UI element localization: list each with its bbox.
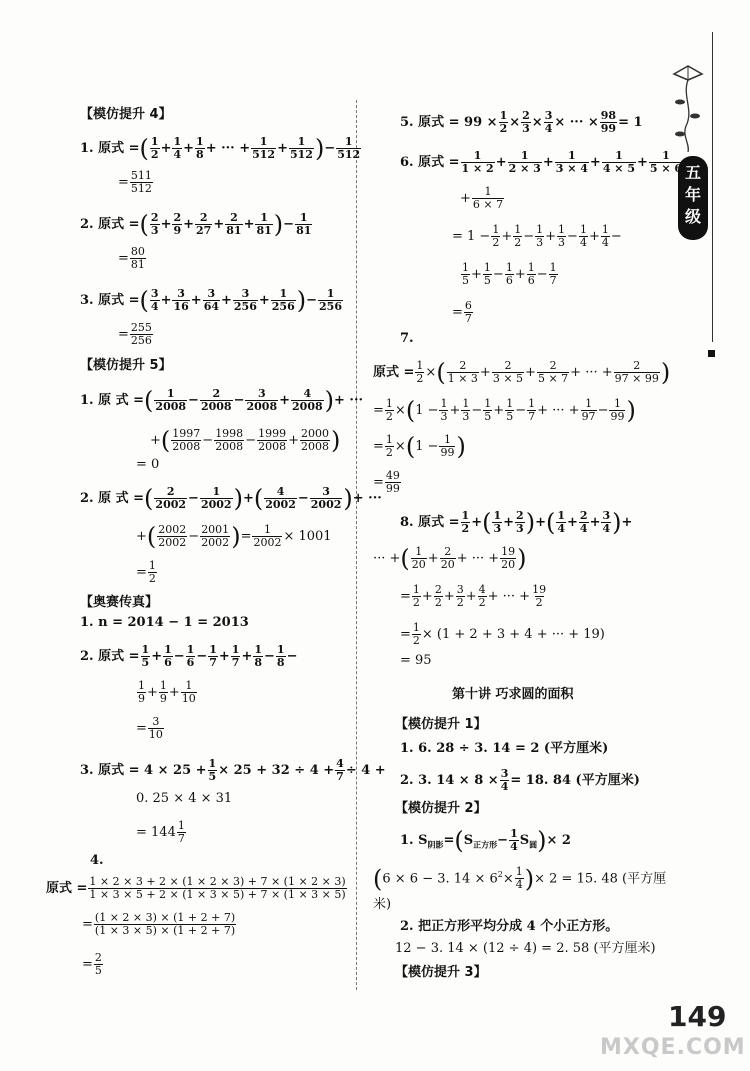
solution-8-step: = $\frac{1}{2}$ + $\frac{2}{2}$ + $\frac{3}{2}$ + $\frac{4}{2}$ + ··· + $\frac{19}{2}$ [400, 583, 547, 609]
solution-1-result: = 0 [136, 457, 160, 472]
section-heading: 【模仿提升 5】 [80, 358, 172, 373]
solution-2: 2. 原式 = $\frac{1}{5}$ + $\frac{1}{6}$ − $\frac{1}{6}$ − $\frac{1}{7}$ + $\frac{1}{7}$ + $\frac{1}{8}$ − $\frac{1}{8}$ − [80, 643, 298, 669]
solution-6-step: $\frac{1}{5}$ + $\frac{1}{5}$ − $\frac{1}{6}$ + $\frac{1}{6}$ − $\frac{1}{7}$ [462, 261, 557, 287]
margin-rule [712, 32, 713, 342]
section-heading: 【模仿提升 2】 [395, 801, 487, 816]
solution-6-step: = 1 − $\frac{1}{2}$ + $\frac{1}{2}$ − $\frac{1}{3}$ + $\frac{1}{3}$ − $\frac{1}{4}$ + $\frac{1}{4}$ − [452, 223, 622, 249]
solution-1: 1. 6. 28 ÷ 3. 14 = 2 (平方厘米) [400, 741, 609, 756]
solution-2-cont: $\frac{1}{9}$ + $\frac{1}{9}$ + $\frac{1}{10}$ [138, 679, 196, 705]
solution-2: 2. 原 式 =( $\frac{2}{2002}$ − $\frac{1}{2002}$ )+( $\frac{4}{2002}$ − $\frac{3}{2002}$ )+ ··· [80, 484, 382, 513]
solution-8: 8. 原式 = $\frac{1}{2}$ +( $\frac{1}{3}$ + $\frac{2}{3}$ )+( $\frac{1}{4}$ + $\frac{2}{4}$ + $\frac{3}{4}$ )+ [400, 508, 633, 537]
solution-1-step: (6 × 6 − 3. $14 \times 6^2\times$ $\frac{1}{4}$ )× 2 = 15. 48 (平方厘 [373, 864, 667, 893]
solution-2: 2. 3. 14 × 8 × $\frac{3}{4}$ = 18. 84 (平方厘米) [400, 767, 640, 793]
solution-1: 1. n = 2014 − 1 = 2013 [80, 615, 249, 630]
solution-1: 1. 原式 =( $\frac{1}{2}$ + $\frac{1}{4}$ + $\frac{1}{8}$ + ··· + $\frac{1}{512}$ + $\frac{1}{512}$ )− $\frac{1}{512}$ [80, 134, 361, 163]
solution-2-result: = $\frac{1}{2}$ [136, 559, 156, 585]
watermark: MXQE.COM [600, 1035, 746, 1060]
page-number: 149 [668, 1000, 727, 1033]
solution-8-cont: ··· +( $\frac{1}{20}$ + $\frac{2}{20}$ + ··· + $\frac{19}{20}$ ) [373, 544, 527, 573]
solution-5: 5. 原式 = 99 × $\frac{1}{2}$ × $\frac{2}{3}$ × $\frac{3}{4}$ × ··· × $\frac{98}{99}$ = 1 [400, 109, 643, 135]
solution-4-result: = $\frac{2}{5}$ [82, 951, 102, 977]
section-heading: 【模仿提升 1】 [395, 717, 487, 732]
solution-4: 原式 = $\frac{1 \times 2 \times 3 + 2 \times (1 \times 2 \times 3) + 7 \times (1 \times 2 \times 3)}{1 \times 3 \times 5 + 2 \times (1 \times 3 \times 5) + 7 \times (1 \times 3 \times 5)}$ [46, 875, 346, 901]
solution-1-result: = $\frac{511}{512}$ [118, 169, 152, 195]
section-heading: 【模仿提升 4】 [80, 107, 172, 122]
solution-2: 2. 把正方形平均分成 4 个小正方形。 [400, 919, 619, 934]
solution-2-step: 12 − 3. 14 × (12 ÷ 4) = 2. 58 (平方厘米) [395, 941, 656, 956]
solution-3-result: = $\frac{255}{256}$ [118, 321, 152, 347]
solution-2-cont: +( $\frac{2002}{2002}$ − $\frac{2001}{2002}$ )= $\frac{1}{2002}$ × 1001 [136, 522, 332, 551]
chapter-title: 第十讲 巧求圆的面积 [452, 687, 574, 702]
margin-marker [708, 350, 715, 357]
solution-2-result: = $\frac{3}{10}$ [136, 715, 163, 741]
solution-2: 2. 原式 =( $\frac{2}{3}$ + $\frac{2}{9}$ + $\frac{2}{27}$ + $\frac{2}{81}$ + $\frac{1}{81}$ )− $\frac{1}{81}$ [80, 210, 312, 239]
problem-number: 4. [90, 853, 104, 868]
solution-2-result: = $\frac{80}{81}$ [118, 245, 145, 271]
solution-6: 6. 原式 = $\frac{1}{1 \times 2}$ + $\frac{1}{2 \times 3}$ + $\frac{1}{3 \times 4}$ + $\frac{1}{4 \times 5}$ + $\frac{1}{5 \times 6}$ [400, 149, 683, 175]
solution-7-step: = $\frac{1}{2}$ ×(1 − $\frac{1}{99}$ ) [373, 432, 466, 461]
solution-3-result: = 144 $\frac{1}{7}$ [136, 819, 185, 845]
solution-1: 1. $S_{阴影}=(S_{正方形}-$ $\frac{1}{4}$ $S_圆)\times 2$ [400, 826, 571, 855]
solution-3: 3. 原式 =( $\frac{3}{4}$ + $\frac{3}{16}$ + $\frac{3}{64}$ + $\frac{3}{256}$ + $\frac{1}{256}$ )− $\frac{1}{256}$ [80, 286, 342, 315]
solution-1: 1. 原 式 =( $\frac{1}{2008}$ − $\frac{2}{2008}$ − $\frac{3}{2008}$ + $\frac{4}{2008}$ )+ ··· [80, 386, 364, 415]
solution-6-result: = $\frac{6}{7}$ [452, 299, 472, 325]
solution-6-cont: + $\frac{1}{6 \times 7}$ [460, 185, 504, 211]
book-vine-icon [668, 52, 708, 152]
solution-4-step: = $\frac{(1 \times 2 \times 3) \times (1 + 2 + 7)}{(1 \times 3 \times 5) \times (1 + 2 + 7)}$ [82, 911, 236, 937]
solution-8-step: = $\frac{1}{2}$ × (1 + 2 + 3 + 4 + ··· + 19) [400, 621, 605, 647]
problem-number: 7. [400, 331, 414, 346]
solution-7-step: = $\frac{1}{2}$ ×(1 − $\frac{1}{3}$ + $\frac{1}{3}$ − $\frac{1}{5}$ + $\frac{1}{5}$ − $\frac{1}{7}$ + ··· + $\frac{1}{97}$ − $\frac{1}{99}$ ) [373, 396, 636, 425]
solution-7: 原式 = $\frac{1}{2}$ ×( $\frac{2}{1 \times 3}$ + $\frac{2}{3 \times 5}$ + $\frac{2}{5 \times 7}$ + ··· + $\frac{2}{97 \times 99}$ ) [373, 358, 671, 387]
solution-8-result: = 95 [400, 653, 432, 668]
section-heading: 【奥赛传真】 [80, 595, 159, 610]
solution-3-cont: 0. 25 × 4 × 31 [136, 791, 233, 806]
column-divider [356, 100, 357, 990]
solution-1-cont: +( $\frac{1997}{2008}$ − $\frac{1998}{2008}$ − $\frac{1999}{2008}$ + $\frac{2000}{2008}$ ) [150, 426, 341, 455]
grade-badge: 五年级 [678, 156, 708, 240]
solution-3: 3. 原式 = 4 × 25 + $\frac{1}{5}$ × 25 + 32 ÷ 4 + $\frac{4}{7}$ ÷ 4 + [80, 757, 386, 783]
solution-1-cont: 米) [373, 897, 392, 912]
section-heading: 【模仿提升 3】 [395, 965, 487, 980]
solution-7-result: = $\frac{49}{99}$ [373, 469, 400, 495]
